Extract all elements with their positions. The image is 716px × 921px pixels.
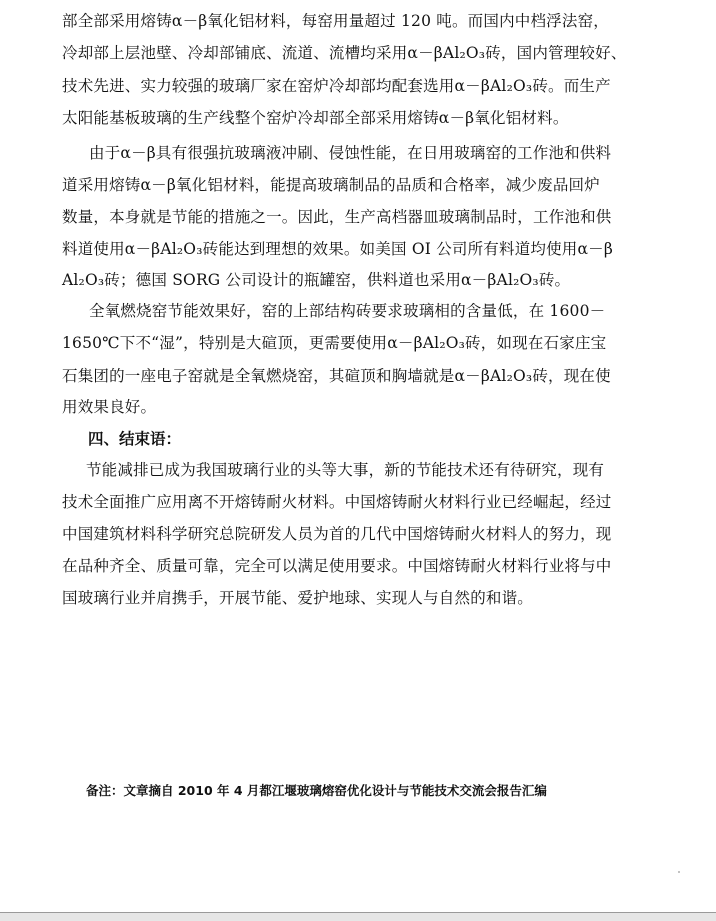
paragraph-1-line-4: 太阳能基板玻璃的生产线整个窑炉冷却部全部采用熔铸α－β氧化铝材料。 bbox=[62, 109, 569, 127]
footnote: 备注：文章摘自 2010 年 4 月都江堰玻璃熔窑优化设计与节能技术交流会报告汇编 bbox=[86, 783, 547, 798]
paragraph-1-line-1: 部全部采用熔铸α－β氧化铝材料，每窑用量超过 120 吨。而国内中档浮法窑， bbox=[62, 12, 609, 30]
paragraph-3-line-1: 全氧燃烧窑节能效果好，窑的上部结构砖要求玻璃相的含量低，在 1600－ bbox=[89, 302, 606, 320]
paragraph-2-line-1: 由于α－β具有很强抗玻璃液冲刷、侵蚀性能，在日用玻璃窑的工作池和供料 bbox=[89, 144, 612, 162]
paragraph-3-line-2: 1650℃下不“湿”，特别是大碹顶，更需要使用α－βAl₂O₃砖，如现在石家庄宝 bbox=[62, 334, 607, 352]
paragraph-1-line-2: 冷却部上层池壁、冷却部铺底、流道、流槽均采用α－βAl₂O₃砖，国内管理较好、 bbox=[62, 44, 627, 62]
paragraph-2-line-5: Al₂O₃砖；德国 SORG 公司设计的瓶罐窑，供料道也采用α－βAl₂O₃砖。 bbox=[62, 271, 571, 289]
conclusion-line-1: 节能减排已成为我国玻璃行业的头等大事，新的节能技术还有待研究，现有 bbox=[86, 461, 605, 479]
paragraph-1-line-3: 技术先进、实力较强的玻璃厂家在窑炉冷却部均配套选用α－βAl₂O₃砖。而生产 bbox=[62, 77, 611, 95]
paragraph-3-line-4: 用效果良好。 bbox=[62, 398, 157, 416]
paragraph-2-line-3: 数量，本身就是节能的措施之一。因此，生产高档器皿玻璃制品时，工作池和供 bbox=[62, 208, 612, 226]
paragraph-3-line-3: 石集团的一座电子窑就是全氧燃烧窑，其碹顶和胸墙就是α－βAl₂O₃砖，现在使 bbox=[62, 367, 611, 385]
section-heading: 四、结束语： bbox=[88, 429, 182, 448]
paragraph-2-line-2: 道采用熔铸α－β氧化铝材料，能提高玻璃制品的品质和合格率，减少废品回炉 bbox=[62, 176, 600, 194]
scan-speck bbox=[678, 871, 680, 873]
paragraph-2-line-4: 料道使用α－βAl₂O₃砖能达到理想的效果。如美国 OI 公司所有料道均使用α－β bbox=[62, 240, 614, 258]
conclusion-line-5: 国玻璃行业并肩携手，开展节能、爱护地球、实现人与自然的和谐。 bbox=[62, 589, 534, 607]
conclusion-line-4: 在品种齐全、质量可靠，完全可以满足使用要求。中国熔铸耐火材料行业将与中 bbox=[62, 557, 612, 575]
conclusion-line-3: 中国建筑材料科学研究总院研发人员为首的几代中国熔铸耐火材料人的努力，现 bbox=[62, 525, 612, 543]
conclusion-line-2: 技术全面推广应用离不开熔铸耐火材料。中国熔铸耐火材料行业已经崛起，经过 bbox=[62, 493, 612, 511]
page-bottom-band bbox=[0, 913, 716, 921]
